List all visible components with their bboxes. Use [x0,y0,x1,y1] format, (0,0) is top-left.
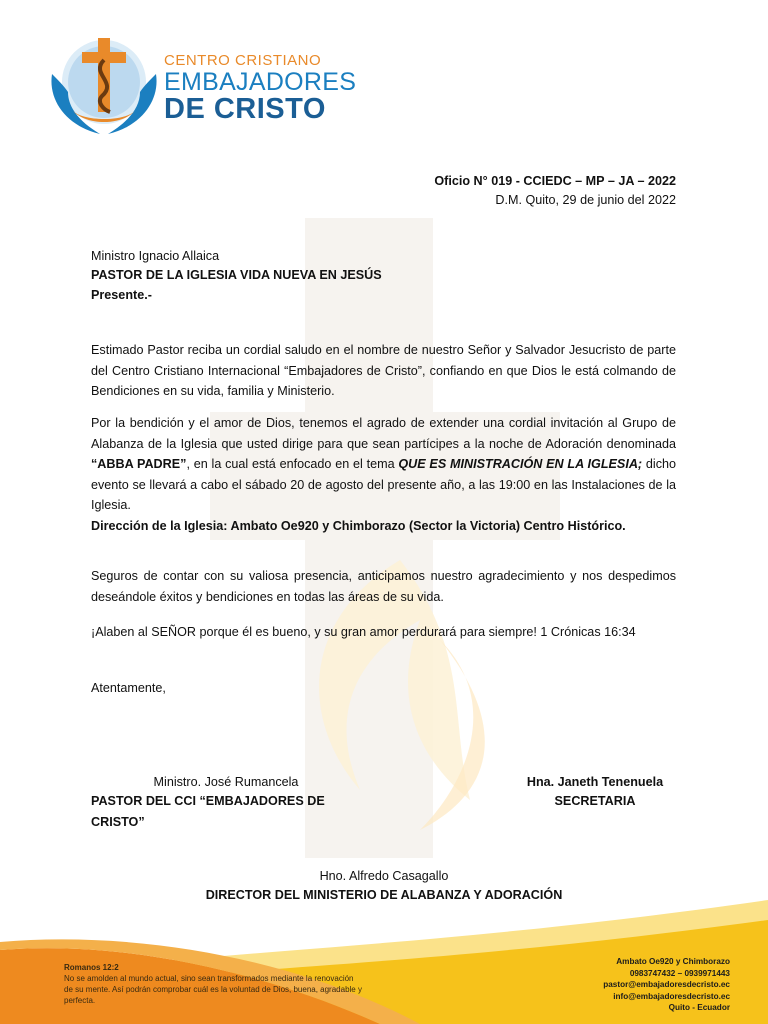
footer-phones: 0983747432 – 0939971443 [629,968,730,978]
invitation-text-a: Por la bendición y el amor de Dios, tenemos el agrado de extender una cordial invitación al Grupo de Alabanza de la Iglesia que usted dirige para que sean partícipes a la noche de Adoración denominada [91,416,676,451]
cross-hands-logo-icon [46,30,158,138]
event-name: “ABBA PADRE” [91,457,187,471]
body-paragraph-3 [91,566,676,607]
invitation-text-b: , en la cual está enfocado en el tema [186,457,399,471]
signature-right-name: Hna. Janeth Tenenuela [526,775,664,789]
logo-wordmark [164,52,356,124]
presente-label: Presente.- [91,288,152,302]
church-address: Dirección de la Iglesia: Ambato Oe920 y Chimborazo (Sector la Victoria) Centro Histórico. [91,518,626,533]
body-paragraph-1 [91,340,676,402]
recipient-title: PASTOR DE LA IGLESIA VIDA NUEVA EN JESÚS [91,268,382,282]
oficio-number: Oficio N° 019 - CCIEDC – MP – JA – 2022 [434,174,676,188]
greeting-text: Estimado Pastor reciba un cordial saludo en el nombre de nuestro Señor y Salvador Jesucristo de parte del Centro Cristiano Internacional “Embajadores de Cristo”, confiando en que Dios le está colmando de Bendiciones en su vida, familia y Ministerio. [91,343,676,398]
bible-verse: ¡Alaben al SEÑOR porque él es bueno, y su gran amor perdurará para siempre! 1 Crónicas 16:34 [91,625,636,639]
signature-right-role: SECRETARIA [554,794,636,808]
logo-line-3: DE CRISTO [164,93,326,125]
signature-center-role: DIRECTOR DEL MINISTERIO DE ALABANZA Y ADORACIÓN [205,888,563,902]
invitation-text-c: dicho evento se llevará a cabo el sábado 20 de agosto del presente año, a las 19:00 en las Instalaciones de la Iglesia. [91,457,677,512]
logo-line-2: EMBAJADORES [164,68,357,96]
footer-contact-block [510,956,730,1014]
signature-center-name: Hno. Alfredo Casagallo [319,869,449,883]
letter-date: D.M. Quito, 29 de junio del 2022 [495,193,676,207]
footer-verse-text: No se amolden al mundo actual, sino sean transformados mediante la renovación de su mente. Así podrán comprobar cuál es la voluntad de Dios, buena, agradable y perfecta. [64,974,362,1005]
body-paragraph-2 [91,413,676,536]
footer-email-info: info@embajadoresdecristo.ec [613,991,730,1001]
footer-address: Ambato Oe920 y Chimborazo [616,957,730,966]
footer-city: Quito - Ecuador [668,1003,730,1012]
logo-line-1: CENTRO CRISTIANO [164,52,322,69]
footer-verse-ref: Romanos 12:2 [64,963,119,972]
signature-left-role: PASTOR DEL CCI “EMBAJADORES DE CRISTO” [91,794,325,829]
event-theme: QUE ES MINISTRACIÓN EN LA IGLESIA; [398,457,643,471]
farewell-text: Seguros de contar con su valiosa presencia, anticipamos nuestro agradecimiento y nos despedimos deseándole éxitos y bendiciones en todas las áreas de su vida. [91,569,676,604]
footer-verse-block [64,962,364,1006]
recipient-name: Ministro Ignacio Allaica [91,249,220,263]
footer-email-pastor: pastor@embajadoresdecristo.ec [603,980,730,989]
closing-text: Atentamente, [91,681,166,695]
signature-left-name: Ministro. José Rumancela [153,775,299,789]
